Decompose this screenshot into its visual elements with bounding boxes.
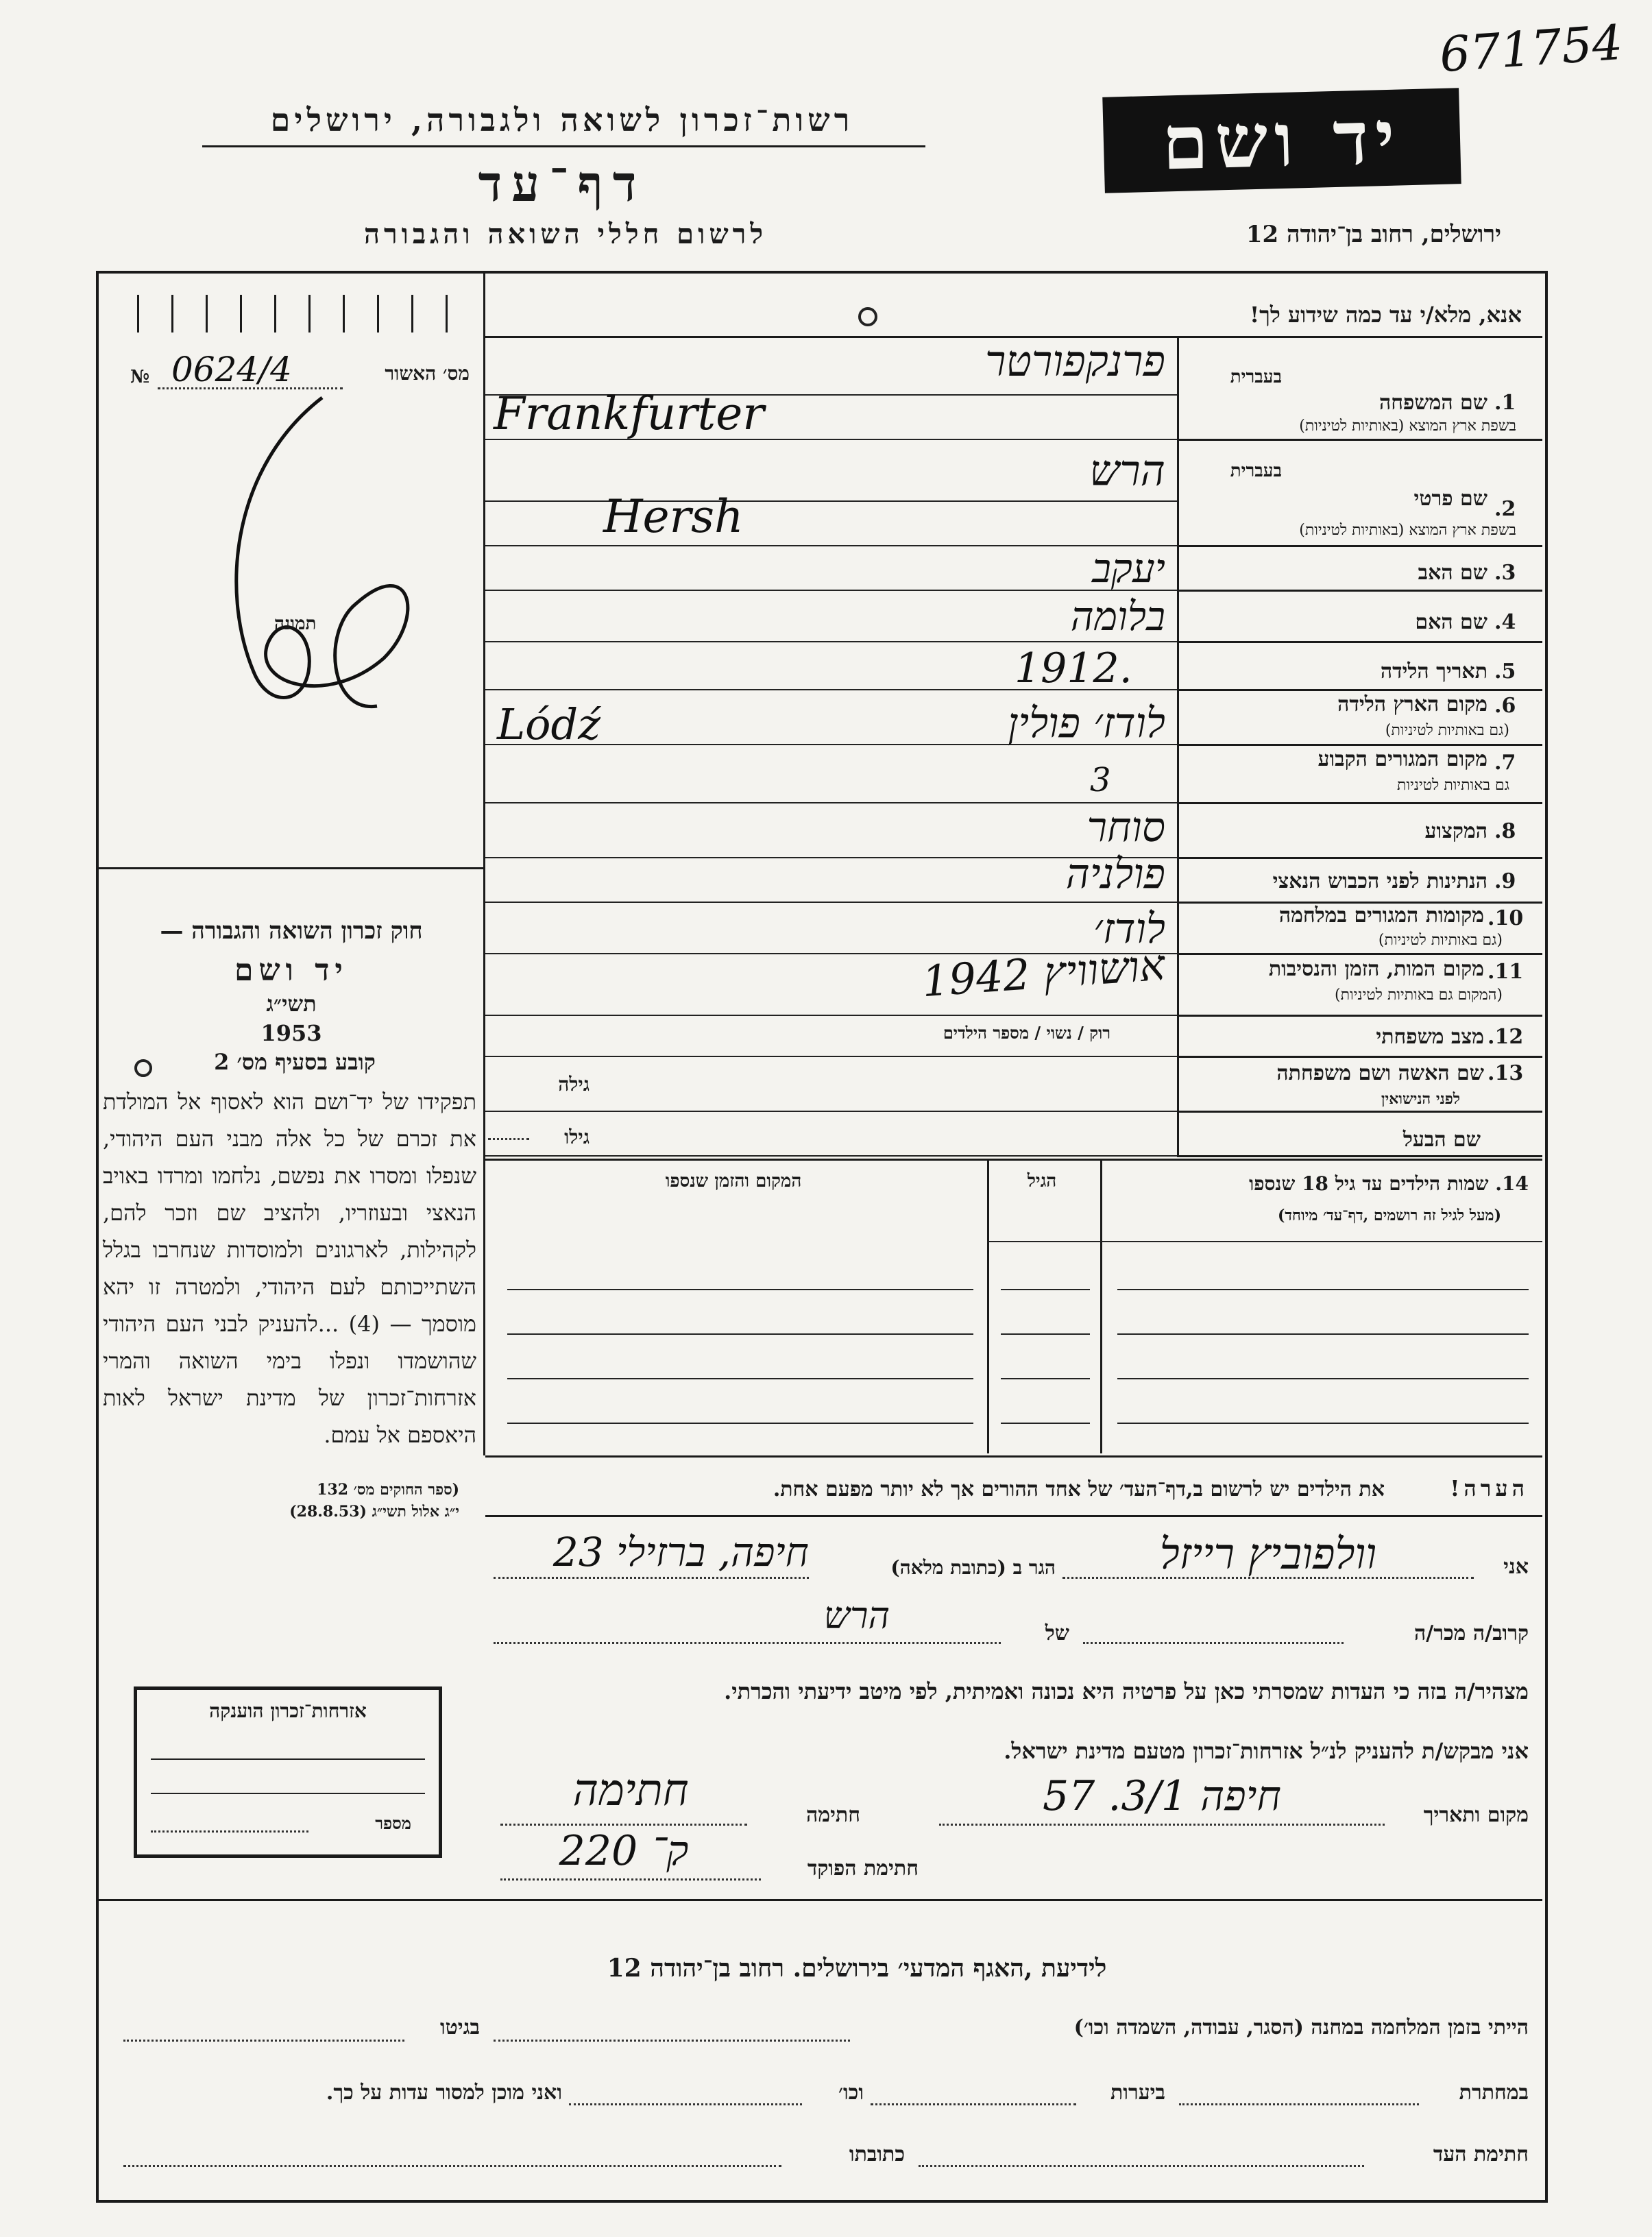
value-rule-13 bbox=[485, 1111, 1177, 1112]
children-col-div-2 bbox=[987, 1159, 989, 1453]
field-1-number: 1. bbox=[1494, 391, 1516, 415]
field-11-number: 11. bbox=[1487, 960, 1524, 984]
place-date-value: חיפה 3/1. 57 bbox=[1043, 1772, 1281, 1820]
footer-line2-etc-field bbox=[569, 2103, 802, 2105]
citizenship-box-number-line bbox=[151, 1830, 308, 1833]
note-label: הערה! bbox=[1450, 1475, 1529, 1501]
declarant-address: חיפה, ברזילי 23 bbox=[552, 1529, 809, 1575]
law-reference: (ספר החוקים מס׳ 132 bbox=[317, 1481, 459, 1499]
field-1-value-hebrew: פרנקפורטר bbox=[985, 336, 1165, 386]
field-11-value: אושוויץ 1942 bbox=[920, 939, 1167, 1007]
wife-age-label: גילה bbox=[558, 1073, 590, 1096]
field-9-value: פולניה bbox=[1065, 850, 1165, 898]
field-12-label: מצב משפחתי bbox=[1376, 1025, 1484, 1049]
footer-top-rule bbox=[99, 1899, 1542, 1901]
field-6-value-latin: Lódź bbox=[497, 699, 600, 749]
footer-line3-signature-field bbox=[919, 2165, 1364, 2167]
relation-line bbox=[1083, 1642, 1344, 1644]
law-year: 1953 bbox=[260, 1020, 322, 1046]
row-rule-8 bbox=[1177, 857, 1542, 859]
field-8-number: 8. bbox=[1494, 819, 1516, 843]
field-12-prompt: רוק / נשוי / מספר הילדים bbox=[943, 1023, 1110, 1043]
field-4-number: 4. bbox=[1494, 610, 1516, 634]
relation-value: הרש bbox=[823, 1594, 890, 1637]
photo-bottom-rule bbox=[99, 867, 483, 869]
footer-line2-forests-field bbox=[871, 2103, 1076, 2105]
archive-number: 671754 bbox=[1437, 14, 1625, 84]
value-rule-4 bbox=[485, 641, 1177, 642]
children-header-rule bbox=[987, 1241, 1542, 1242]
value-rule-14 bbox=[485, 1155, 1177, 1157]
field-6-value-hebrew: לודז׳ פולין bbox=[1008, 699, 1165, 747]
header-address: ירושלים, רחוב בן־יהודה 12 bbox=[1246, 221, 1501, 248]
children-row-d3 bbox=[1117, 1423, 1529, 1424]
field-9-label: הנתינות לפני הכבוש הנאצי bbox=[1272, 869, 1487, 893]
row-rule-1 bbox=[1177, 439, 1542, 441]
field-13-number: 13. bbox=[1487, 1061, 1524, 1085]
approval-number-label: מס׳ האשור bbox=[385, 362, 470, 385]
footer-line1-ghetto-field bbox=[123, 2040, 404, 2042]
age-box-divider bbox=[1177, 1056, 1179, 1155]
children-subtitle: (מעל לגיל זה רושמים ,דף־עד׳ מיוחד) bbox=[1277, 1207, 1501, 1224]
field-10-label: מקומות המגורים במלחמה bbox=[1278, 904, 1484, 928]
relation-value-line bbox=[494, 1642, 1001, 1644]
field-10-value: לודז׳ bbox=[1093, 905, 1165, 953]
tick-marks bbox=[137, 295, 466, 336]
field-10-sublabel: (גם באותיות לטיניות) bbox=[1378, 932, 1503, 949]
field-5-value: 1912. bbox=[1015, 644, 1132, 692]
field-7-value: 3 bbox=[1090, 761, 1111, 799]
row-rule-5 bbox=[1177, 689, 1542, 691]
field-10-number: 10. bbox=[1487, 906, 1524, 930]
relation-of-label: של bbox=[1045, 1621, 1069, 1645]
citizenship-box-number-label: מספר bbox=[375, 1813, 411, 1833]
law-name: יד ושם bbox=[234, 953, 348, 988]
law-year-he: תשי״ג bbox=[266, 991, 317, 1017]
field-11-sublabel: (המקום גם באותיות לטיניות) bbox=[1335, 987, 1503, 1004]
citizenship-box-rule-2 bbox=[151, 1793, 425, 1794]
field-1-value-latin: Frankfurter bbox=[494, 387, 764, 440]
note-bottom-rule bbox=[485, 1515, 1542, 1517]
law-title: חוק זכרון השואה והגבורה — bbox=[160, 917, 423, 945]
clerk-signature-value: ק־ 220 bbox=[559, 1827, 689, 1875]
field-5-number: 5. bbox=[1494, 660, 1516, 684]
signature-line bbox=[500, 1824, 747, 1826]
citizenship-box bbox=[134, 1686, 442, 1858]
request-text: אני מבקש/ת להעניק לנ״ל אזרחות־זכרון מטעם מדינת ישראל. bbox=[1004, 1738, 1529, 1764]
value-rule-12 bbox=[485, 1056, 1177, 1057]
children-row-a1 bbox=[507, 1289, 973, 1290]
children-row-a3 bbox=[1117, 1289, 1529, 1290]
field-2-hebrew-tag: בעברית bbox=[1230, 461, 1282, 481]
children-table-top bbox=[485, 1159, 1542, 1161]
form-instruction: אנא, מלא/י עד כמה שידוע לך! bbox=[1250, 302, 1522, 328]
form-subtitle: לרשום חללי השואה והגבורה bbox=[363, 218, 768, 250]
children-row-d1 bbox=[507, 1423, 973, 1424]
row-rule-13 bbox=[1177, 1111, 1542, 1113]
field-3-number: 3. bbox=[1494, 561, 1516, 585]
field-4-label: שם האם bbox=[1415, 610, 1487, 634]
photo-area-scribble bbox=[206, 384, 439, 740]
field-9-number: 9. bbox=[1494, 869, 1516, 893]
declarant-name: וולפוביץ רייזל bbox=[1159, 1529, 1377, 1579]
children-title: 14. שמות הילדים עד גיל 18 שנספו bbox=[1249, 1172, 1529, 1195]
footer-line2-underground: במחתרת bbox=[1459, 2081, 1529, 2105]
field-2-label: שם פרטי bbox=[1413, 487, 1487, 511]
declarant-address-line bbox=[494, 1577, 809, 1579]
clerk-signature-line bbox=[500, 1878, 761, 1881]
field-8-value: סוחר bbox=[1086, 803, 1165, 851]
field-2-sublabel: בשפת ארץ המוצא (באותיות לטיניות) bbox=[1299, 522, 1516, 539]
row-rule-3 bbox=[1177, 590, 1542, 592]
law-text: תפקידו של יד־ושם הוא לאסוף אל המולדת את זכרם של כל אלה מבני העם היהודי, שנפלו ומסרו את נפשם, נלחמו ומרדו באויב הנאצי ובעוזריו, ולהציב שם וזכר להם, לקהילות, לארגונים ולמוסדות שנחרבו בגלל השתייכותם לעם היהודי, ולמטרה זו יהא מוסמך — (4) ...להעניק לבני העם היהודי שהושמדו ונפלו בימי השואה והמרי אזרחות־זכרון של מדינת ישראל לאות היאספם אל עמם. bbox=[103, 1089, 476, 1448]
footer-line2-underground-field bbox=[1179, 2103, 1419, 2105]
place-date-line bbox=[939, 1824, 1385, 1826]
declarant-resident-label: הגר ב (כתובת מלאה) bbox=[890, 1556, 1056, 1579]
children-row-b1 bbox=[507, 1333, 973, 1335]
declarant-name-line bbox=[1062, 1577, 1474, 1579]
approval-number-sign: № bbox=[130, 367, 150, 387]
footer-line1-camp: הייתי בזמן המלחמה במחנה (הסגר, עבודה, השמדה וכו׳) bbox=[1073, 2016, 1529, 2040]
children-col-div-1 bbox=[1100, 1159, 1102, 1453]
field-2-value-latin: Hersh bbox=[603, 490, 744, 543]
field-13-sublabel: לפני הנישואין bbox=[1381, 1090, 1460, 1108]
husband-name-label: שם הבעל bbox=[1402, 1128, 1481, 1152]
footer-line1-camp-field bbox=[494, 2040, 850, 2042]
field-8-label: המקצוע bbox=[1424, 819, 1487, 843]
law-punch-hole bbox=[134, 1059, 152, 1077]
field-3-label: שם האב bbox=[1418, 561, 1487, 585]
field-7-label: מקום המגורים הקבוע bbox=[1317, 747, 1487, 771]
children-row-a2 bbox=[1001, 1289, 1090, 1290]
citizenship-box-title: אזרחות־זכרון הוענקה bbox=[209, 1700, 367, 1722]
note-text: את הילדים יש לרשום ב,דף־העד׳ של אחד ההורים אך לא יותר מפעם אחת. bbox=[773, 1477, 1385, 1501]
field-1-hebrew-tag: בעברית bbox=[1230, 367, 1282, 387]
children-row-c3 bbox=[1117, 1378, 1529, 1379]
approval-number-value: 0624/4 bbox=[171, 350, 292, 389]
field-1-label: שם המשפחה bbox=[1378, 391, 1487, 415]
field-7-sublabel: גם באותיות לטיניות bbox=[1397, 777, 1509, 794]
field-4-value: בלומה bbox=[1070, 593, 1165, 640]
field-5-label: תאריך הלידה bbox=[1380, 660, 1487, 684]
footer-heading: לידיעת ,האגף המדעי׳ בירושלים. רחוב בן־יהודה 12 bbox=[607, 1954, 1107, 1983]
footer-line2-forests: ביערות bbox=[1110, 2081, 1165, 2105]
footer-line3-witness-signature: חתימת העד bbox=[1433, 2142, 1529, 2166]
left-column-divider bbox=[483, 273, 485, 1455]
clerk-signature-label: חתימת הפוקד bbox=[807, 1857, 919, 1881]
children-row-b2 bbox=[1001, 1333, 1090, 1335]
field-7-number: 7. bbox=[1494, 751, 1516, 775]
children-col-age: הגיל bbox=[1027, 1171, 1057, 1192]
relation-label: קרוב/ה מכר/ה bbox=[1414, 1621, 1529, 1645]
field-3-value: יעקב bbox=[1091, 545, 1165, 592]
field-6-sublabel: (גם באותיות לטיניות) bbox=[1385, 722, 1509, 739]
signature-label: חתימה bbox=[806, 1803, 860, 1827]
field-12-number: 12. bbox=[1487, 1025, 1524, 1049]
footer-line1-ghetto: בגיטו bbox=[439, 2016, 480, 2040]
institution-underline bbox=[202, 145, 925, 147]
row-rule-6 bbox=[1177, 744, 1542, 746]
field-1-sublabel: בשפת ארץ המוצא (באותיות לטיניות) bbox=[1299, 418, 1516, 435]
row-rule-12 bbox=[1177, 1056, 1542, 1058]
footer-line3-address: כתובתו bbox=[849, 2142, 905, 2166]
children-row-b3 bbox=[1117, 1333, 1529, 1335]
row-rule-2 bbox=[1177, 545, 1542, 547]
children-row-c1 bbox=[507, 1378, 973, 1379]
field-13-label: שם האשה ושם משפחתה bbox=[1276, 1061, 1484, 1085]
value-rule-9 bbox=[485, 902, 1177, 903]
value-rule-2a bbox=[485, 500, 1177, 502]
husband-age-label: גילו bbox=[564, 1126, 590, 1148]
age-box-dotted-edge bbox=[488, 1138, 529, 1140]
field-6-number: 6. bbox=[1494, 694, 1516, 718]
children-row-d2 bbox=[1001, 1423, 1090, 1424]
row-rule-7 bbox=[1177, 802, 1542, 804]
children-col-place: המקום והזמן שנספו bbox=[665, 1171, 802, 1192]
law-clause: קובע בסעיף מס׳ 2 bbox=[214, 1049, 376, 1075]
yad-vashem-logo: יד ושם bbox=[1102, 88, 1461, 193]
footer-line3-address-field bbox=[123, 2165, 781, 2167]
note-top-rule bbox=[485, 1455, 1542, 1458]
value-rule-11 bbox=[485, 1015, 1177, 1016]
field-2-number: 2. bbox=[1494, 497, 1516, 521]
declarant-i-label: אני bbox=[1503, 1555, 1529, 1579]
place-date-label: מקום ותאריך bbox=[1423, 1803, 1529, 1827]
field-2-value-hebrew: הרש bbox=[1089, 446, 1165, 496]
field-11-label: מקום המות, הזמן והנסיבות bbox=[1268, 957, 1484, 981]
field-6-label: מקום הארץ הלידה bbox=[1337, 692, 1487, 716]
photo-label: תמונה bbox=[274, 614, 317, 634]
row-rule-4 bbox=[1177, 641, 1542, 643]
footer-line2-etc: וכו׳ bbox=[838, 2081, 864, 2105]
row-rule-11 bbox=[1177, 1015, 1542, 1017]
law-reference-date: י״ג אלול תשי״ג (28.8.53) bbox=[289, 1503, 459, 1521]
children-row-c2 bbox=[1001, 1378, 1090, 1379]
row-rule-14 bbox=[1177, 1155, 1542, 1157]
punch-hole bbox=[858, 307, 877, 326]
form-title: דף־עד bbox=[478, 154, 646, 213]
institution-name: רשות־זכרון לשואה ולגבורה, ירושלים bbox=[270, 101, 854, 138]
row-rule-10 bbox=[1177, 953, 1542, 955]
footer-line2-ready: ואני מוכן למסור עדות על כך. bbox=[326, 2081, 562, 2105]
declaration-text: מצהיר/ה בזה כי העדות שמסרתי כאן על פרטיה היא נכונה ואמיתית, לפי מיטב ידיעתי והכרתי. bbox=[724, 1678, 1529, 1704]
signature-value: חתימה bbox=[572, 1765, 689, 1816]
citizenship-box-rule-1 bbox=[151, 1758, 425, 1760]
